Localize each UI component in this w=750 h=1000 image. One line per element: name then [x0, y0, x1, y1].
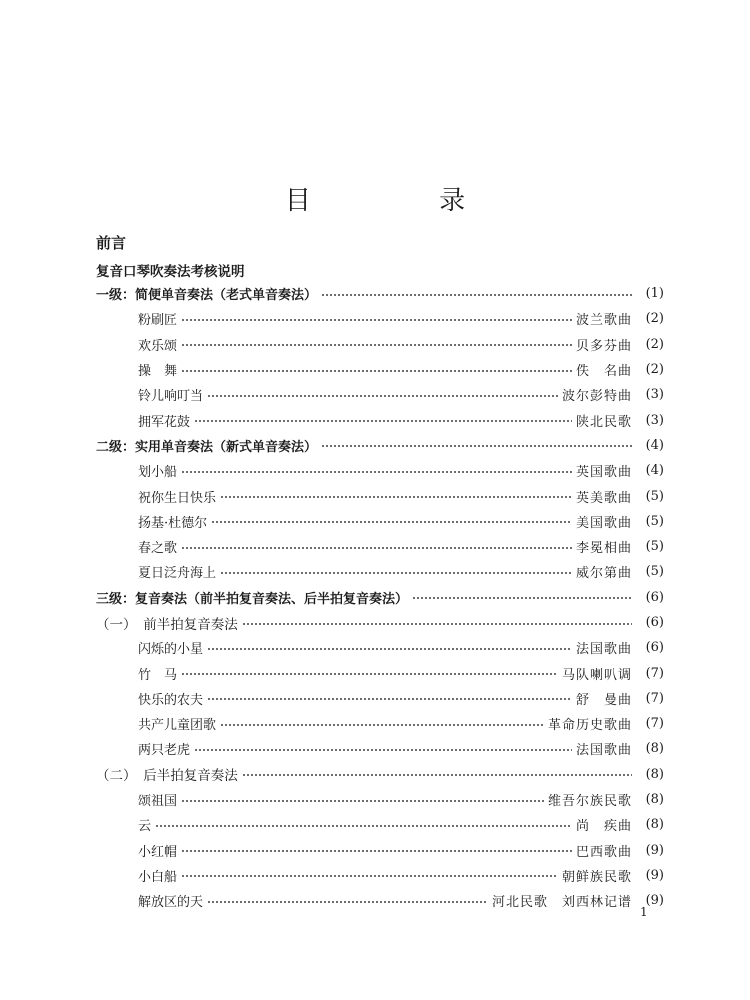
- dot-leader: [181, 800, 544, 802]
- toc-entry-page: (5): [645, 539, 664, 555]
- toc-entry-page: (8): [645, 766, 664, 782]
- toc-entry-title: 扬基·杜德尔: [138, 515, 208, 531]
- toc-entry-title: 小白船: [138, 869, 178, 885]
- dot-leader: [194, 749, 572, 751]
- toc-entry-page: (7): [645, 690, 664, 706]
- toc-entry-author: 河北民歌 刘西林记谱: [491, 895, 632, 911]
- toc-entry-title: 竹 马: [138, 667, 178, 683]
- toc-entry-page: (5): [645, 488, 664, 504]
- toc-heading: [96, 762, 664, 787]
- dot-leader: [181, 370, 572, 372]
- toc-entry: [96, 407, 664, 432]
- toc-entry-page: (6): [645, 589, 664, 605]
- preface-entry: 前言: [96, 234, 127, 252]
- toc-entry-author: 李冕相曲: [575, 541, 632, 557]
- toc-entry-page: (6): [645, 615, 664, 630]
- toc-entry-page: (4): [645, 437, 664, 453]
- toc-entry-author: 维吾尔族民歌: [547, 794, 632, 810]
- toc-entry-author: 法国歌曲: [575, 743, 632, 759]
- toc-entry-author: 陕北民歌: [575, 414, 632, 430]
- toc-entry-author: 波兰歌曲: [575, 313, 632, 329]
- toc-entry-title: 操 舞: [138, 364, 178, 380]
- toc-entry-page: (5): [645, 513, 664, 529]
- toc-entry: [96, 838, 664, 863]
- toc-entry-page: (9): [645, 893, 664, 909]
- page-number: 1: [640, 905, 648, 919]
- toc-entry-author: 法国歌曲: [575, 642, 632, 658]
- toc-entry-title: 拥军花鼓: [138, 414, 191, 430]
- toc-entry-title: 快乐的农夫: [138, 692, 204, 708]
- toc-entry: [96, 458, 664, 483]
- dot-leader: [220, 496, 572, 498]
- dot-leader: [181, 547, 572, 549]
- dot-leader: [194, 420, 572, 422]
- toc-entry: [96, 306, 664, 331]
- dot-leader: [412, 597, 632, 599]
- exam-note-entry: 复音口琴吹奏法考核说明: [96, 264, 245, 280]
- toc-entry-author: 英美歌曲: [575, 490, 632, 506]
- toc-entry-title: 欢乐颂: [138, 338, 178, 354]
- toc-entry-page: (6): [645, 640, 664, 656]
- toc-heading: [96, 433, 664, 458]
- toc-entry: [96, 559, 664, 584]
- toc-entry: [96, 686, 664, 711]
- toc-entry-author: 巴西歌曲: [575, 844, 632, 860]
- dot-leader: [207, 648, 572, 650]
- toc-entry: [96, 357, 664, 382]
- dot-leader: [242, 774, 632, 776]
- toc-heading: [96, 281, 664, 306]
- toc-entry-page: (8): [645, 817, 664, 833]
- toc-entry-title: 小红帽: [138, 844, 178, 860]
- toc-entry: [96, 483, 664, 508]
- dot-leader: [220, 724, 544, 726]
- toc-entry: [96, 736, 664, 761]
- dot-leader: [207, 698, 572, 700]
- toc-entry-author: 舒 曼曲: [575, 692, 632, 708]
- toc-entry: [96, 787, 664, 812]
- toc-entry: [96, 332, 664, 357]
- dot-leader: [181, 344, 572, 346]
- toc-entry-author: 威尔第曲: [575, 566, 632, 582]
- toc-entry-title: 一级：简便单音奏法（老式单音奏法）: [96, 288, 318, 304]
- dot-leader: [181, 319, 572, 321]
- page-title: 目 录: [284, 186, 526, 216]
- toc-entry-title: 共产儿童团歌: [138, 718, 217, 734]
- toc-entry-title: 夏日泛舟海上: [138, 566, 217, 582]
- toc-entry-author: 革命历史歌曲: [547, 718, 632, 734]
- dot-leader: [321, 445, 632, 447]
- toc-entry-author: 马队喇叭调: [561, 667, 632, 683]
- toc-entry: [96, 382, 664, 407]
- dot-leader: [207, 901, 488, 903]
- dot-leader: [155, 825, 572, 827]
- toc-entry-page: (2): [645, 336, 664, 352]
- toc-entry-title: （二） 后半拍复音奏法: [96, 768, 238, 785]
- dot-leader: [242, 623, 632, 625]
- dot-leader: [220, 572, 572, 574]
- dot-leader: [211, 521, 572, 523]
- toc-entry-page: (3): [645, 387, 664, 403]
- toc-entry-title: 铃儿响叮当: [138, 389, 204, 405]
- toc-entry-page: (7): [645, 665, 664, 681]
- toc-entry-title: 解放区的天: [138, 895, 204, 911]
- toc-entry-title: 云: [138, 819, 152, 835]
- toc-entry-author: 英国歌曲: [575, 465, 632, 481]
- toc-entry-title: 闪烁的小星: [138, 642, 204, 658]
- toc-entry-page: (9): [645, 842, 664, 858]
- dot-leader: [181, 875, 558, 877]
- toc-entry-title: 粉刷匠: [138, 313, 178, 329]
- toc-entry-author: 佚 名曲: [575, 364, 632, 380]
- toc-entry-title: （一） 前半拍复音奏法: [96, 616, 238, 633]
- table-of-contents: [96, 281, 664, 913]
- dot-leader: [181, 471, 572, 473]
- toc-entry-page: (9): [645, 867, 664, 883]
- toc-entry-page: (3): [645, 412, 664, 428]
- toc-entry-page: (5): [645, 564, 664, 580]
- toc-entry-title: 祝你生日快乐: [138, 490, 217, 506]
- toc-entry-title: 颂祖国: [138, 794, 178, 810]
- toc-entry: [96, 660, 664, 685]
- toc-entry: [96, 509, 664, 534]
- toc-entry-title: 春之歌: [138, 541, 178, 557]
- toc-entry-author: 波尔彭特曲: [561, 389, 632, 405]
- toc-entry-page: (2): [645, 311, 664, 327]
- dot-leader: [321, 294, 632, 296]
- toc-entry-page: (7): [645, 716, 664, 732]
- dot-leader: [207, 395, 558, 397]
- toc-entry-title: 划小船: [138, 465, 178, 481]
- toc-entry: [96, 812, 664, 837]
- toc-entry-author: 尚 疾曲: [575, 819, 632, 835]
- toc-entry-title: 两只老虎: [138, 743, 191, 759]
- toc-entry-page: (4): [645, 463, 664, 479]
- toc-heading: [96, 585, 664, 610]
- dot-leader: [181, 673, 558, 675]
- toc-entry-author: 美国歌曲: [575, 515, 632, 531]
- toc-entry-page: (8): [645, 741, 664, 757]
- toc-entry-page: (1): [645, 286, 664, 302]
- toc-heading: [96, 610, 664, 635]
- toc-entry-title: 二级：实用单音奏法（新式单音奏法）: [96, 439, 318, 455]
- toc-entry: [96, 888, 664, 913]
- dot-leader: [181, 850, 572, 852]
- toc-entry-author: 贝多芬曲: [575, 338, 632, 354]
- toc-entry-page: (2): [645, 362, 664, 378]
- toc-entry-title: 三级：复音奏法（前半拍复音奏法、后半拍复音奏法）: [96, 591, 409, 607]
- toc-entry: [96, 635, 664, 660]
- toc-entry-author: 朝鲜族民歌: [561, 869, 632, 885]
- toc-entry: [96, 534, 664, 559]
- toc-entry: [96, 711, 664, 736]
- toc-entry-page: (8): [645, 792, 664, 808]
- toc-entry: [96, 863, 664, 888]
